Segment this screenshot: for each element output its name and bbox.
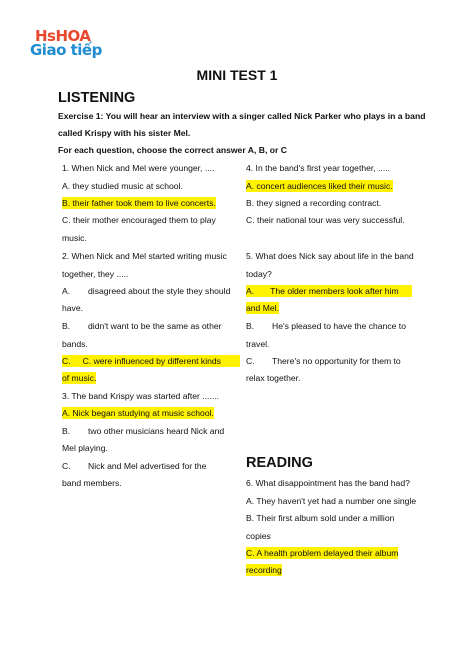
q5-option-a-text: The older members look after him bbox=[270, 286, 399, 296]
page-title: MINI TEST 1 bbox=[196, 67, 278, 83]
logo-text-bottom: Giao tiếp bbox=[30, 41, 102, 59]
q5-stem-line1: 5. What does Nick say about life in the band bbox=[246, 251, 414, 261]
q2-option-a-letter: A. bbox=[62, 286, 71, 296]
q4-option-c: C. their national tour was very successful. bbox=[246, 215, 405, 225]
q2-option-c-line2: of music. bbox=[62, 373, 97, 383]
instruction: For each question, choose the correct answer A, B, or C bbox=[58, 145, 287, 155]
q3-option-b-line2: Mel playing. bbox=[62, 443, 108, 453]
q1-option-b: B. their father took them to live concerts. bbox=[62, 198, 216, 208]
q1-stem: 1. When Nick and Mel were younger, .... bbox=[62, 163, 215, 173]
q5-option-a-line2: and Mel. bbox=[246, 303, 279, 313]
q5-stem-line2: today? bbox=[246, 269, 272, 279]
q4-stem: 4. In the band's first year together, ..... bbox=[246, 163, 390, 173]
exercise-line-2: called Krispy with his sister Mel. bbox=[58, 128, 191, 138]
q4-option-a: A. concert audiences liked their music. bbox=[246, 181, 393, 191]
q1-option-c-line2: music. bbox=[62, 233, 87, 243]
q2-option-b-letter: B. bbox=[62, 321, 71, 331]
q5-option-a-letter: A. bbox=[246, 286, 255, 296]
q6-option-a: A. They haven't yet had a number one single bbox=[246, 496, 417, 506]
exercise-line-1: Exercise 1: You will hear an interview with a singer called Nick Parker who plays in a band bbox=[58, 111, 426, 121]
logo-text-top: HsHOA bbox=[35, 27, 91, 45]
q1-option-c-line1: C. their mother encouraged them to play bbox=[62, 215, 216, 225]
q3-option-c-line1: Nick and Mel advertised for the bbox=[88, 461, 207, 471]
listening-heading: LISTENING bbox=[58, 90, 136, 106]
q2-option-b-line2: bands. bbox=[62, 339, 88, 349]
q2-option-a-line2: have. bbox=[62, 303, 84, 313]
q5-option-b-letter: B. bbox=[246, 321, 255, 331]
q5-option-b-line2: travel. bbox=[246, 339, 270, 349]
q5-option-c-letter: C. bbox=[246, 356, 255, 366]
q5-option-a-line1 bbox=[246, 285, 412, 297]
q1-option-a: A. they studied music at school. bbox=[62, 181, 183, 191]
q6-option-b-line1: B. Their first album sold under a million bbox=[246, 513, 395, 523]
q3-option-b-line1: two other musicians heard Nick and bbox=[88, 426, 225, 436]
q5-option-b-line1: He's pleased to have the chance to bbox=[272, 321, 406, 331]
q6-option-c-line1: C. A health problem delayed their album bbox=[246, 548, 399, 558]
q3-option-c-letter: C. bbox=[62, 461, 71, 471]
q3-option-a: A. Nick began studying at music school. bbox=[62, 408, 214, 418]
q6-option-c-line2: recording bbox=[246, 565, 282, 575]
q6-stem: 6. What disappointment has the band had? bbox=[246, 478, 410, 488]
q2-option-c-text: C. were influenced by different kinds bbox=[82, 356, 221, 366]
logo bbox=[30, 27, 120, 59]
q3-stem: 3. The band Krispy was started after ....... bbox=[62, 391, 219, 401]
q5-option-c-line1: There's no opportunity for them to bbox=[272, 356, 401, 366]
reading-heading: READING bbox=[246, 455, 313, 471]
q4-option-b: B. they signed a recording contract. bbox=[246, 198, 382, 208]
q3-option-b-letter: B. bbox=[62, 426, 71, 436]
q2-stem-line2: together, they ..... bbox=[62, 269, 129, 279]
q5-option-c-line2: relax together. bbox=[246, 373, 301, 383]
q2-stem-line1: 2. When Nick and Mel started writing music bbox=[62, 251, 227, 261]
q2-option-c-line1 bbox=[62, 355, 240, 367]
q2-option-b-line1: didn't want to be the same as other bbox=[88, 321, 222, 331]
q2-option-c-letter: C. bbox=[62, 356, 71, 366]
q6-option-b-line2: copies bbox=[246, 531, 271, 541]
q2-option-a-line1: disagreed about the style they should bbox=[88, 286, 231, 296]
q3-option-c-line2: band members. bbox=[62, 478, 122, 488]
